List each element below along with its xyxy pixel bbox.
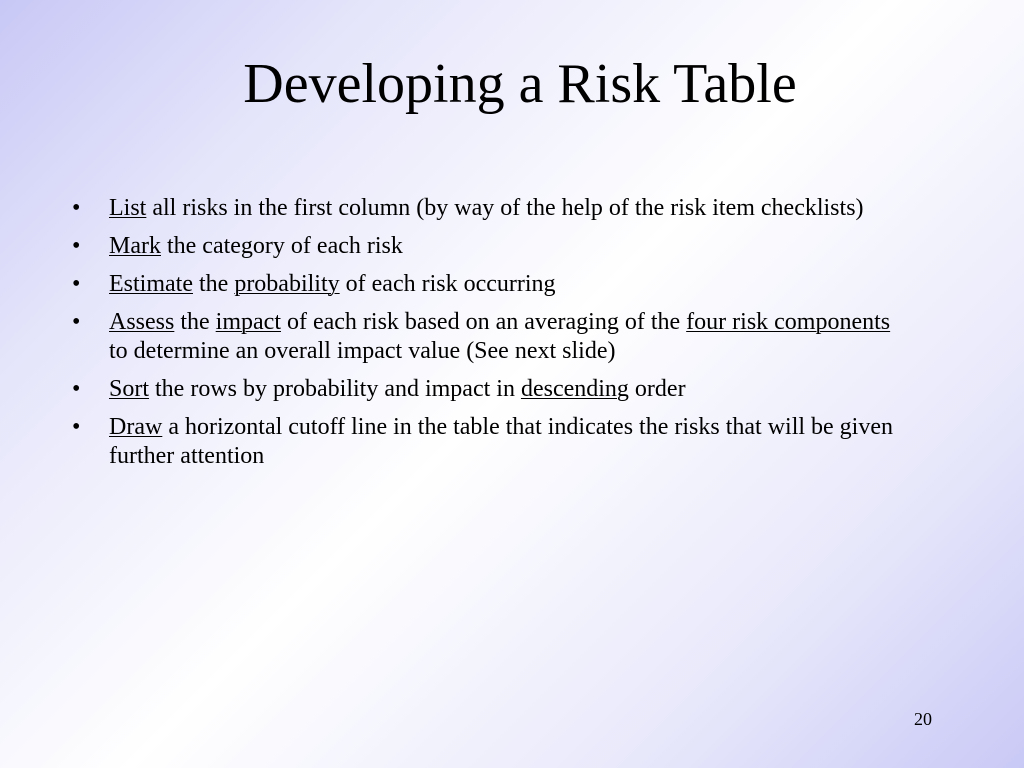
underlined-keyword: descending	[520, 376, 629, 402]
bullet-text-segment: of each risk based on an averaging of the	[280, 309, 687, 335]
underlined-keyword: four risk components	[686, 309, 891, 335]
underlined-keyword: Mark	[109, 233, 161, 259]
bullet-item	[72, 270, 902, 299]
bullet-text-segment: of each risk occurring	[339, 271, 556, 297]
underlined-keyword: List	[109, 195, 147, 221]
bullet-dot-icon: •	[72, 376, 81, 402]
bullet-item	[72, 308, 902, 366]
bullet-item	[72, 413, 902, 471]
bullet-list	[72, 194, 902, 480]
bullet-dot-icon: •	[72, 195, 81, 221]
bullet-dot-icon: •	[72, 414, 81, 440]
underlined-keyword: Sort	[109, 376, 150, 402]
bullet-dot-icon: •	[72, 309, 81, 335]
underlined-keyword: Estimate	[109, 271, 193, 297]
bullet-text-segment: a horizontal cutoff line in the table that indicates the risks that will be given further attention	[109, 414, 893, 469]
underlined-keyword: Draw	[109, 414, 163, 440]
bullet-text-segment: the category of each risk	[160, 233, 403, 259]
bullet-item	[72, 375, 902, 404]
page-number: 20	[914, 709, 932, 729]
bullet-text	[109, 309, 890, 364]
bullet-text	[109, 195, 864, 221]
bullet-text-segment: all risks in the first column (by way of the help of the risk item checklists)	[146, 195, 864, 221]
underlined-keyword: Assess	[109, 309, 175, 335]
bullet-text-segment: to determine an overall impact value (See next slide)	[109, 338, 616, 364]
bullet-text	[109, 271, 556, 297]
bullet-text	[109, 233, 403, 259]
bullet-text-segment: order	[628, 376, 686, 402]
bullet-text-segment: the rows by probability and impact in	[149, 376, 521, 402]
underlined-keyword: impact	[215, 309, 281, 335]
bullet-text	[109, 414, 893, 469]
underlined-keyword: probability	[234, 271, 340, 297]
bullet-dot-icon: •	[72, 271, 81, 297]
bullet-text-segment: the	[174, 309, 216, 335]
bullet-text-segment: the	[192, 271, 235, 297]
bullet-item	[72, 232, 902, 261]
bullet-text	[109, 376, 686, 402]
bullet-item	[72, 194, 902, 223]
slide-title: Developing a Risk Table	[243, 53, 797, 115]
bullet-dot-icon: •	[72, 233, 81, 259]
